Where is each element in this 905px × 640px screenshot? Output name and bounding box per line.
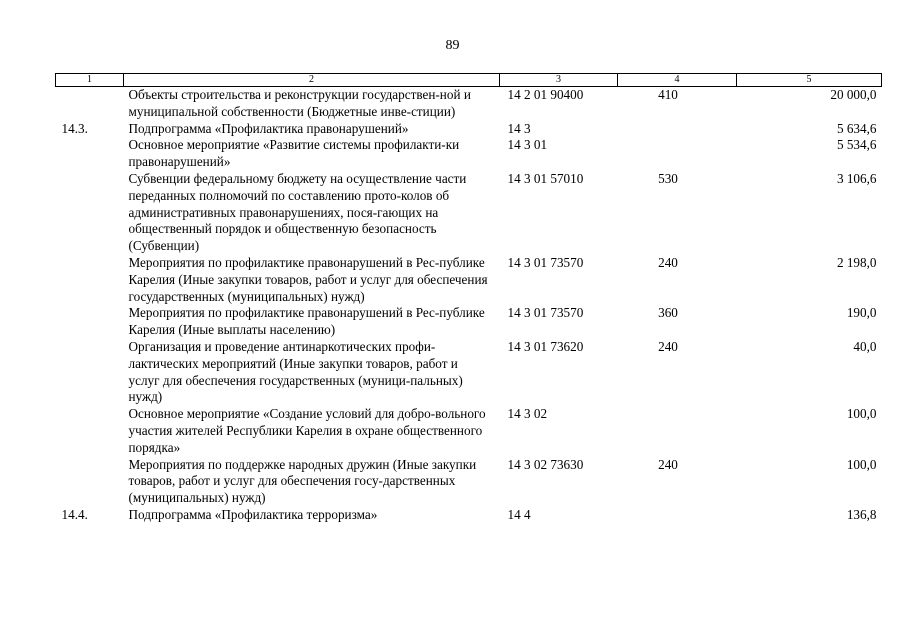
row-expense-type: 530	[658, 170, 678, 186]
row-number: 14.4.	[61, 506, 88, 522]
row-expense-type: 360	[658, 305, 678, 321]
table-row	[56, 457, 882, 507]
row-amount: 3 106,6	[836, 170, 877, 186]
row-number	[56, 406, 124, 456]
row-code: 14 3 02	[507, 406, 548, 422]
row-name: Мероприятия по профилактике правонарушений в Рес-публике Карелия (Иные выплаты населению)	[128, 305, 485, 338]
page-number: 89	[445, 38, 460, 53]
row-code: 14 3 01 73570	[507, 305, 584, 321]
row-expense-type: 240	[658, 338, 678, 354]
row-number	[56, 137, 124, 171]
row-expense-type	[618, 137, 737, 171]
row-name: Субвенции федеральному бюджету на осуществление части переданных полномочий по составлению прото-колов об административных правонарушениях, пося-гающих на общественный порядок и общественную безопасность (Субвенции)	[128, 170, 467, 254]
table-row	[56, 171, 882, 255]
table-row	[56, 121, 882, 138]
row-code: 14 3 01	[507, 137, 548, 153]
row-expense-type	[618, 507, 737, 524]
row-name: Мероприятия по поддержке народных дружин (Иные закупки товаров, работ и услуг для обеспечения госу-дарственных (муниципальных) нужд)	[128, 456, 477, 506]
table-row	[56, 406, 882, 456]
row-name: Мероприятия по профилактике правонарушений в Рес-публике Карелия (Иные закупки товаров, работ и услуг для обеспечения государственных (муниципальных) нужд)	[128, 254, 488, 304]
row-code: 14 3 02 73630	[507, 456, 584, 472]
row-number	[56, 87, 124, 121]
row-name: Подпрограмма «Профилактика терроризма»	[128, 506, 378, 522]
column-header-3: 3	[500, 74, 618, 87]
row-number	[56, 255, 124, 305]
column-number-header	[56, 74, 882, 87]
table-row	[56, 255, 882, 305]
table-row	[56, 507, 882, 524]
column-header-1: 1	[56, 74, 124, 87]
row-expense-type: 410	[658, 87, 678, 102]
table-row	[56, 339, 882, 406]
row-expense-type	[618, 121, 737, 138]
row-amount: 20 000,0	[830, 87, 877, 102]
column-header-4: 4	[618, 74, 737, 87]
budget-table	[55, 73, 882, 524]
row-amount: 190,0	[846, 305, 877, 321]
row-name: Основное мероприятие «Развитие системы профилакти-ки правонарушений»	[128, 137, 460, 170]
row-amount: 5 634,6	[836, 120, 877, 136]
row-number	[56, 305, 124, 339]
row-code: 14 3	[507, 120, 531, 136]
table-row	[56, 305, 882, 339]
row-name: Объекты строительства и реконструкции государствен-ной и муниципальной собственности (Бюджетные инве-стиции)	[128, 87, 471, 119]
row-name: Организация и проведение антинаркотических профи-лактических мероприятий (Иные закупки товаров, работ и услуг для обеспечения государственных (муници-пальных) нужд)	[128, 338, 463, 405]
row-amount: 136,8	[846, 506, 877, 522]
row-number	[56, 339, 124, 406]
row-expense-type: 240	[658, 456, 678, 472]
row-code: 14 3 01 73570	[507, 254, 584, 270]
row-number: 14.3.	[61, 120, 88, 136]
row-amount: 40,0	[853, 338, 877, 354]
row-amount: 100,0	[846, 406, 877, 422]
row-amount: 100,0	[846, 456, 877, 472]
column-header-2: 2	[124, 74, 500, 87]
row-code: 14 3 01 73620	[507, 338, 584, 354]
column-header-5: 5	[737, 74, 882, 87]
row-amount: 2 198,0	[836, 254, 877, 270]
row-code: 14 3 01 57010	[507, 170, 584, 186]
table-row	[56, 137, 882, 171]
row-name: Основное мероприятие «Создание условий для добро-вольного участия жителей Республики Карелия в охране общественного порядка»	[128, 406, 486, 455]
row-name: Подпрограмма «Профилактика правонарушений»	[128, 120, 409, 136]
row-number	[56, 171, 124, 255]
row-code: 14 2 01 90400	[507, 87, 584, 102]
row-expense-type	[618, 406, 737, 456]
row-expense-type: 240	[658, 254, 678, 270]
row-amount: 5 534,6	[836, 137, 877, 153]
row-code: 14 4	[507, 506, 531, 522]
table-row	[56, 87, 882, 121]
row-number	[56, 457, 124, 507]
